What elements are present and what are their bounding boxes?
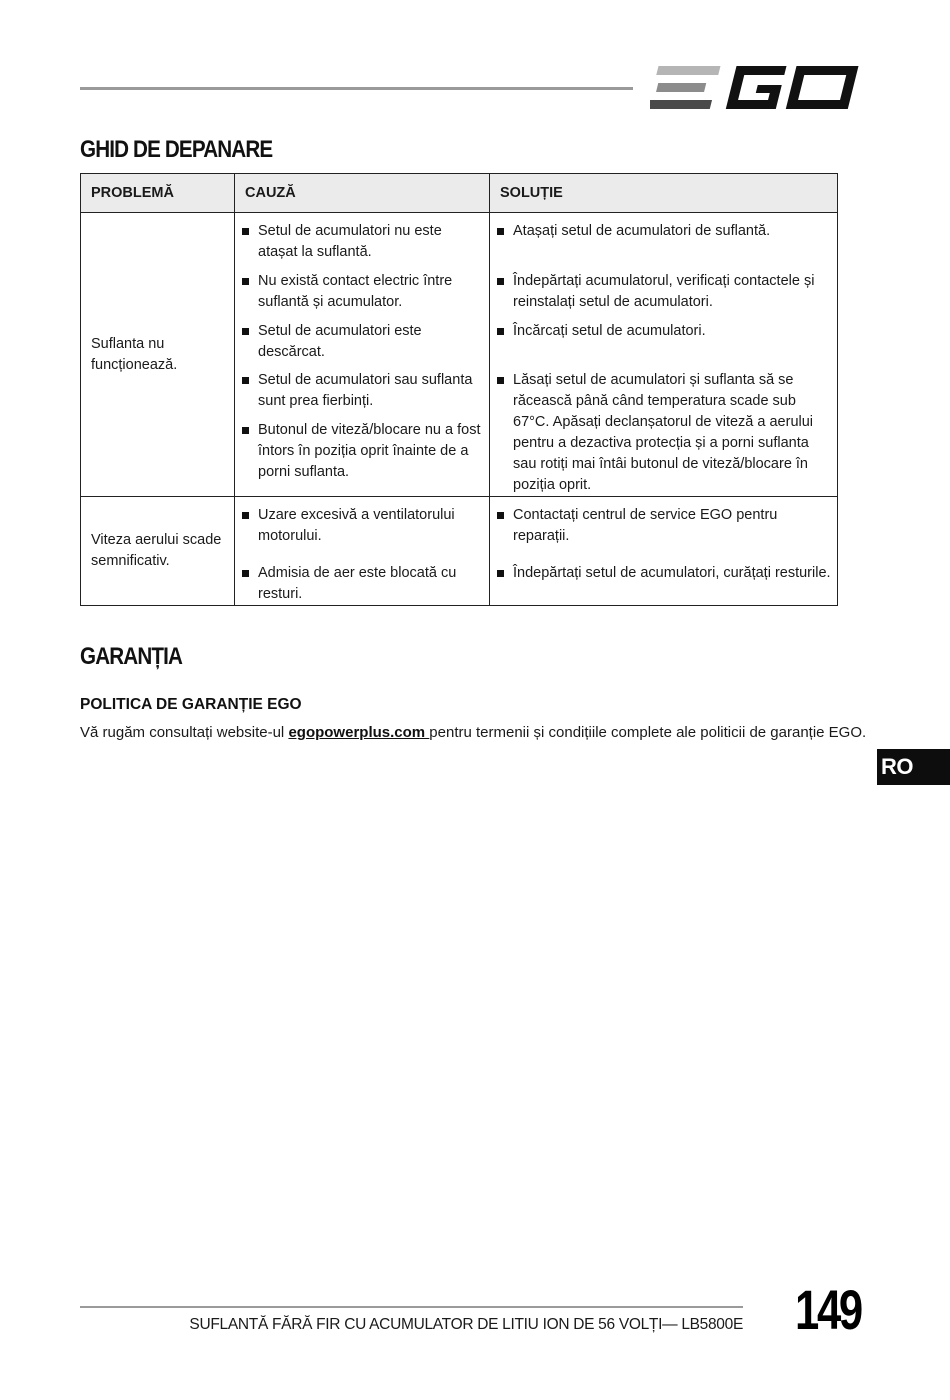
page-number: 149 <box>795 1278 861 1341</box>
ego-logo <box>650 60 862 114</box>
solution-item: Îndepărtați setul de acumulatori, curățați resturile. <box>494 563 833 584</box>
solution-cell <box>490 497 838 606</box>
table-row <box>81 213 838 497</box>
solution-item: Lăsați setul de acumulatori și suflanta să se răcească până când temperatura scade sub 67°C. Apăsați declanșatorul de viteză a aerului pentru a dezactiva protecția și a porni suflanta sau rotiți mai întâi butonul de viteză/blocare în poziția oprit. <box>494 370 833 496</box>
solution-item: Atașați setul de acumulatori de suflantă. <box>494 221 833 271</box>
solution-cell <box>490 213 838 497</box>
footer-product-title: SUFLANTĂ FĂRĂ FIR CU ACUMULATOR DE LITIU ION DE 56 VOLȚI— LB5800E <box>189 1316 743 1333</box>
header-cause: CAUZĂ <box>235 174 490 213</box>
warranty-title: GARANȚIA <box>80 643 183 670</box>
cause-item: Butonul de viteză/blocare nu a fost întors în poziția oprit înainte de a porni suflanta. <box>239 420 485 483</box>
warranty-paragraph <box>80 724 866 741</box>
header-solution: SOLUȚIE <box>490 174 838 213</box>
cause-item: Setul de acumulatori sau suflanta sunt prea fierbinți. <box>239 370 485 420</box>
table-header-row <box>81 174 838 213</box>
header-problem: PROBLEMĂ <box>81 174 235 213</box>
cause-item: Setul de acumulatori nu este atașat la suflantă. <box>239 221 485 271</box>
cause-item: Nu există contact electric între suflantă și acumulator. <box>239 271 485 321</box>
cause-item: Setul de acumulatori este descărcat. <box>239 321 485 370</box>
warranty-link[interactable]: egopowerplus.com <box>288 724 430 741</box>
cause-cell <box>235 213 490 497</box>
header-rule <box>80 87 633 90</box>
solution-item: Îndepărtați acumulatorul, verificați contactele și reinstalați setul de acumulatori. <box>494 271 833 321</box>
cause-item: Admisia de aer este blocată cu resturi. <box>239 563 485 605</box>
cause-cell <box>235 497 490 606</box>
cause-item: Uzare excesivă a ventilatorului motorului. <box>239 505 485 563</box>
table-row <box>81 497 838 606</box>
language-tab: RO <box>877 749 950 785</box>
warranty-text-before: Vă rugăm consultați website-ul <box>80 724 289 741</box>
problem-cell: Viteza aerului scade semnificativ. <box>81 497 235 606</box>
troubleshooting-title: GHID DE DEPANARE <box>80 136 273 163</box>
warranty-text-after: pentru termenii și condițiile complete ale politicii de garanție EGO. <box>429 724 867 741</box>
solution-item: Încărcați setul de acumulatori. <box>494 321 833 370</box>
footer-rule <box>80 1306 743 1308</box>
problem-cell: Suflanta nu funcționează. <box>81 213 235 497</box>
warranty-subtitle: POLITICA DE GARANȚIE EGO <box>80 696 302 713</box>
troubleshooting-table <box>80 173 838 606</box>
solution-item: Contactați centrul de service EGO pentru reparații. <box>494 505 833 563</box>
